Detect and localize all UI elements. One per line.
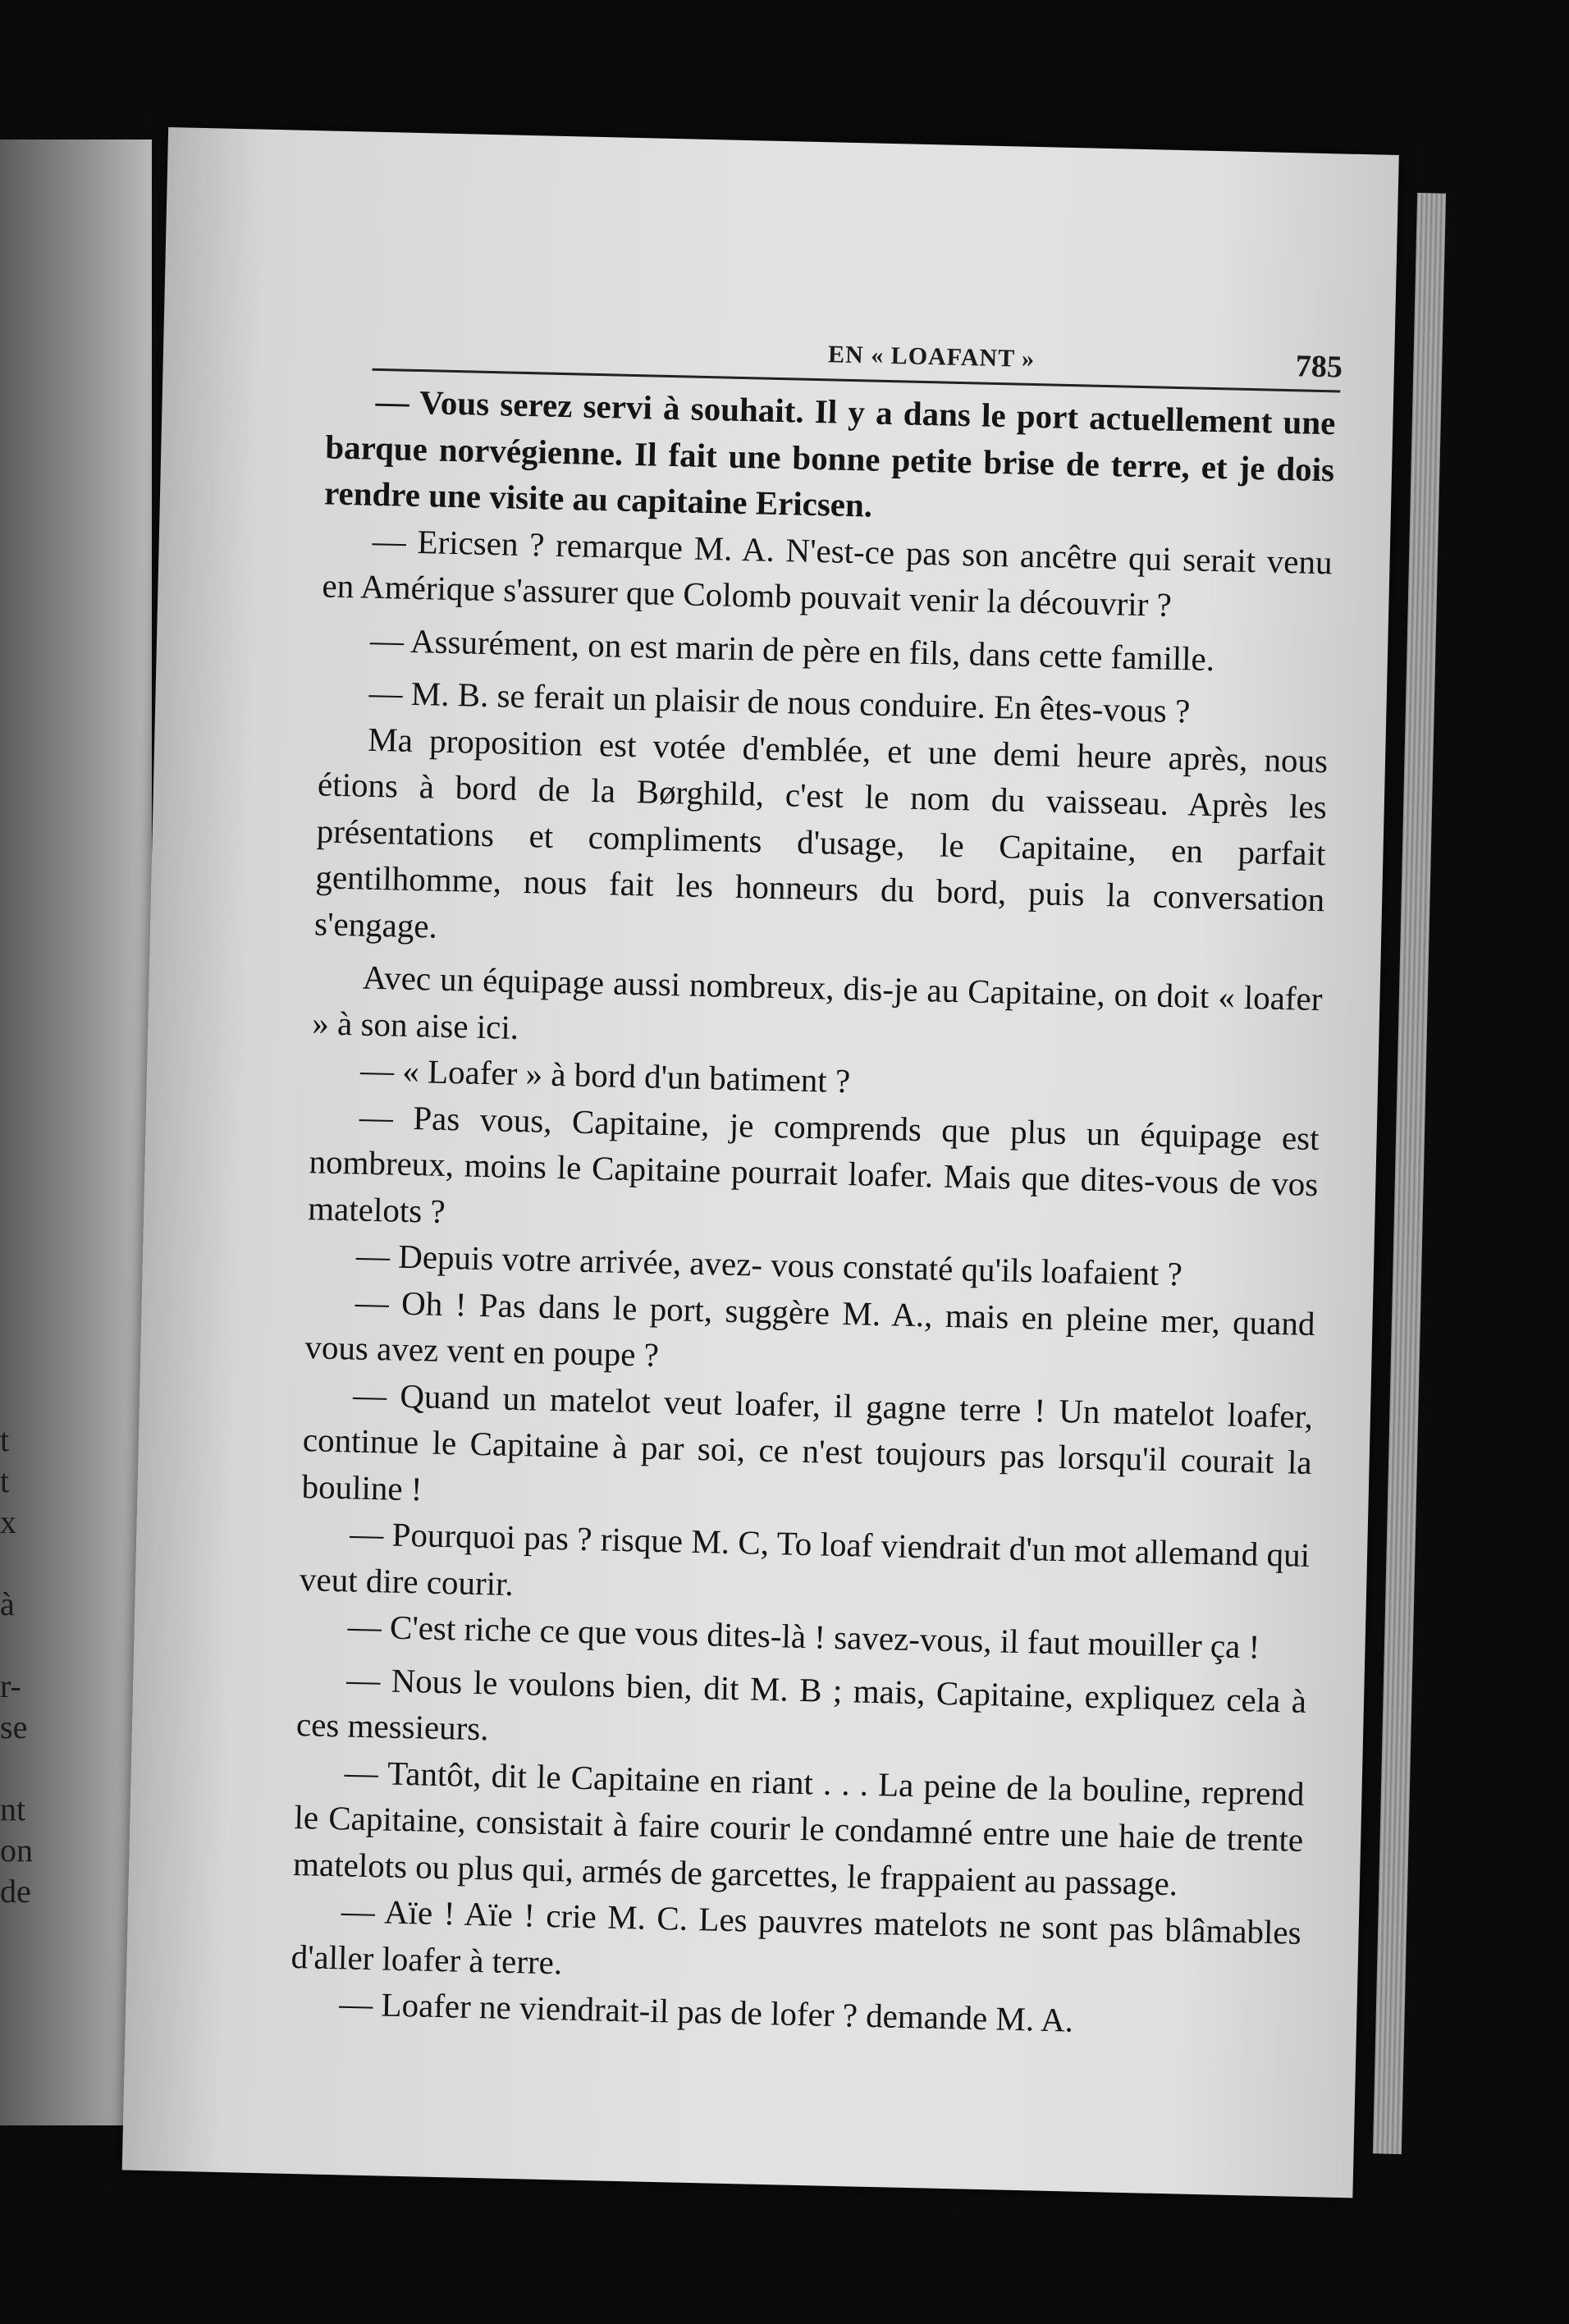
facing-page-text-fragments <box>0 1420 33 1912</box>
paragraph: — Oh ! Pas dans le port, suggère M. A., mais en pleine mer, quand vous avez vent en poupe ? <box>304 1283 1316 1374</box>
paragraph: — Vous serez servi à souhait. Il y a dans le port actuellement une barque norvégienne. Il fait une bonne petite brise de terre, et je dois rendre une visite au capitaine Ericsen. <box>323 382 1336 524</box>
fragment-line <box>0 1748 33 1789</box>
page-body <box>290 377 1336 2048</box>
paragraph: — Pourquoi pas ? risque M. C, To loaf viendrait d'un mot allemand qui veut dire courir. <box>299 1514 1311 1603</box>
book-page <box>122 127 1399 2198</box>
fragment-line: de <box>0 1873 31 1910</box>
paragraph: — M. B. se ferait un plaisir de nous conduire. En êtes-vous ? <box>368 673 1191 730</box>
paragraph: — Depuis votre arrivée, avez- vous constaté qu'ils loafaient ? <box>355 1236 1183 1293</box>
paragraph: — Pas vous, Capitaine, je comprends que plus un équipage est nombreux, moins le Capitaine pourrait loafer. Mais que dites-vous de vos matelots ? <box>307 1097 1320 1230</box>
paragraph: — Ericsen ? remarque M. A. N'est-ce pas son ancêtre qui serait venu en Amérique s'assurer que Colomb pouvait venir la découvrir ? <box>322 521 1333 624</box>
fragment-line: x <box>0 1503 16 1540</box>
paragraph: — Aïe ! Aïe ! crie M. C. Les pauvres matelots ne sont pas blâmables d'aller loafer à terre. <box>290 1892 1302 1981</box>
page-number: 785 <box>1295 349 1343 385</box>
paragraph: — Assurément, on est marin de père en fils, dans cette famille. <box>369 620 1215 678</box>
paragraph: — Loafer ne viendrait-il pas de lofer ? demande M. A. <box>338 1984 1074 2039</box>
paragraph: Ma proposition est votée d'emblée, et une demi heure après, nous étions à bord de la Børghild, c'est le nom du vaisseau. Après les présentations et compliments d'usage, le Capitaine, en parfait gentilhomme, nous fait les honneurs du bord, puis la conversation s'engage. <box>313 720 1329 945</box>
paragraph: — « Loafer » à bord d'un batiment ? <box>359 1050 851 1100</box>
fragment-line: t <box>0 1462 10 1499</box>
fragment-line: à <box>0 1585 15 1622</box>
fragment-line: nt <box>0 1791 26 1828</box>
running-title: EN « LOAFANT » <box>827 341 1036 373</box>
fragment-line: t <box>0 1421 10 1458</box>
paragraph: — Tantôt, dit le Capitaine en riant . . . La peine de la bouline, reprend le Capitaine, consistait à faire courir le condamné entre une haie de trente matelots ou plus qui, armés de garcettes, le frappaient au passage. <box>292 1752 1306 1902</box>
paragraph: Avec un équipage aussi nombreux, dis-je au Capitaine, on doit « loafer » à son aise ici. <box>311 958 1323 1046</box>
fragment-line: r- <box>0 1668 21 1704</box>
fragment-line <box>0 1625 33 1666</box>
fragment-line <box>0 1543 33 1584</box>
fragment-line: on <box>0 1832 33 1869</box>
paragraph: — Quand un matelot veut loafer, il gagne terre ! Un matelot loafer, continue le Capitaine à par soi, ce n'est toujours pas lorsqu'il courait la bouline ! <box>301 1375 1314 1507</box>
paragraph: — C'est riche ce que vous dites-là ! savez-vous, il faut mouiller ça ! <box>347 1607 1260 1666</box>
fragment-line: se <box>0 1709 28 1745</box>
paragraph: — Nous le voulons bien, dit M. B ; mais, Capitaine, expliquez cela à ces messieurs. <box>295 1659 1307 1748</box>
